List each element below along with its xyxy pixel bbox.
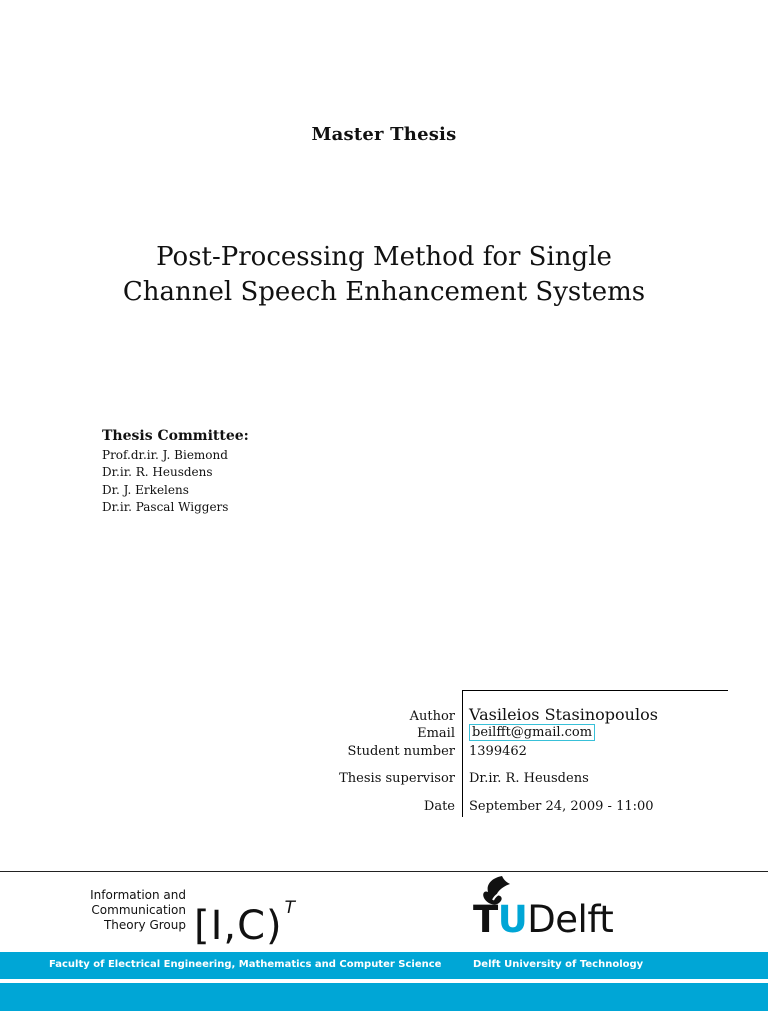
document-subtitle: Master Thesis [311,124,457,145]
student-number-value: 1399462 [469,744,527,759]
faculty-name: Faculty of Electrical Engineering, Mathematics and Computer Science [49,959,442,970]
date-value: September 24, 2009 - 11:00 [469,799,654,814]
student-number-label: Student number [347,744,455,759]
footer-band-divider [0,979,768,983]
email-value[interactable]: beilfft@gmail.com [469,724,595,741]
committee-member: Dr.ir. R. Heusdens [102,465,213,479]
tudelft-logo [473,898,613,942]
supervisor-value: Dr.ir. R. Heusdens [469,771,589,786]
email-label: Email [417,726,455,741]
email-link[interactable] [469,725,595,740]
thesis-committee [102,428,249,517]
supervisor-label: Thesis supervisor [339,771,455,786]
committee-heading: Thesis Committee: [102,428,249,444]
committee-member: Dr. J. Erkelens [102,482,189,497]
committee-member: Dr.ir. Pascal Wiggers [102,500,229,514]
footer-rule [0,871,768,872]
ict-line-1: Information and [90,888,186,902]
thesis-title [0,240,768,310]
university-name: Delft University of Technology [473,959,644,970]
author-label: Author [409,709,455,724]
committee-member: Prof.dr.ir. J. Biemond [102,447,228,462]
tudelft-logo-t: T [473,898,498,941]
author-name: Vasileios Stasinopoulos [469,705,658,724]
ict-logo-superscript: T [284,898,297,918]
ict-group-name [60,888,186,933]
ict-logo [194,884,296,950]
ict-line-2: Communication [91,903,186,917]
title-line-1: Post-Processing Method for Single [156,242,612,272]
ict-line-3: Theory Group [103,918,186,932]
tudelft-logo-delft: Delft [527,898,614,941]
date-label: Date [423,799,455,814]
title-line-2: Channel Speech Enhancement Systems [122,277,646,307]
info-block-left-rule [462,690,463,817]
ict-logo-mark: [I,C) [194,903,283,949]
tudelft-logo-u: U [497,898,528,941]
info-block-top-rule [462,690,728,691]
